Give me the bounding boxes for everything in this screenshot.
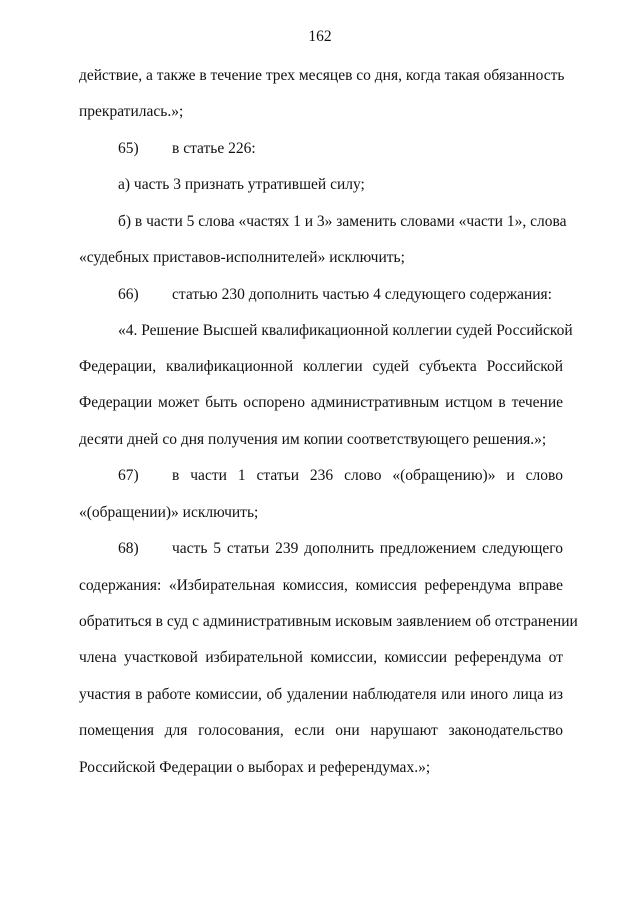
page-number: 162 xyxy=(308,28,332,45)
item-number: 65) xyxy=(118,140,139,157)
item-number: 67) xyxy=(118,467,139,484)
text-line: прекратилась.»; xyxy=(79,103,184,120)
item-text: в статье 226: xyxy=(172,140,256,157)
text-line: Федерации может быть оспорено административным истцом в течение xyxy=(79,394,563,411)
item-number: 68) xyxy=(118,540,139,557)
text-line: действие, а также в течение трех месяцев со дня, когда такая обязанность xyxy=(79,67,565,84)
text-line: обратиться в суд с административным исковым заявлением об отстранении xyxy=(79,613,578,630)
text-line: участия в работе комиссии, об удалении наблюдателя или иного лица из xyxy=(79,686,563,703)
item-number: 66) xyxy=(118,286,139,303)
item-text: часть 5 статьи 239 дополнить предложением следующего xyxy=(172,540,563,557)
text-line: «судебных приставов-исполнителей» исключить; xyxy=(79,249,405,266)
text-line: десяти дней со дня получения им копии соответствующего решения.»; xyxy=(79,431,547,448)
text-line: члена участковой избирательной комиссии, комиссии референдума от xyxy=(79,649,563,666)
text-line: а) часть 3 признать утратившей силу; xyxy=(118,176,365,193)
text-line: содержания: «Избирательная комиссия, комиссия референдума вправе xyxy=(79,577,563,594)
text-line: Федерации, квалификационной коллегии судей субъекта Российской xyxy=(79,358,563,375)
text-line: Российской Федерации о выборах и референдумах.»; xyxy=(79,759,431,776)
text-line: помещения для голосования, если они нарушают законодательство xyxy=(79,722,563,739)
text-line: б) в части 5 слова «частях 1 и 3» заменить словами «части 1», слова xyxy=(118,213,567,230)
text-line: «4. Решение Высшей квалификационной коллегии судей Российской xyxy=(118,322,573,339)
item-text: статью 230 дополнить частью 4 следующего содержания: xyxy=(172,286,552,303)
text-line: «(обращении)» исключить; xyxy=(79,504,259,521)
item-text: в части 1 статьи 236 слово «(обращению)» и слово xyxy=(172,467,563,484)
